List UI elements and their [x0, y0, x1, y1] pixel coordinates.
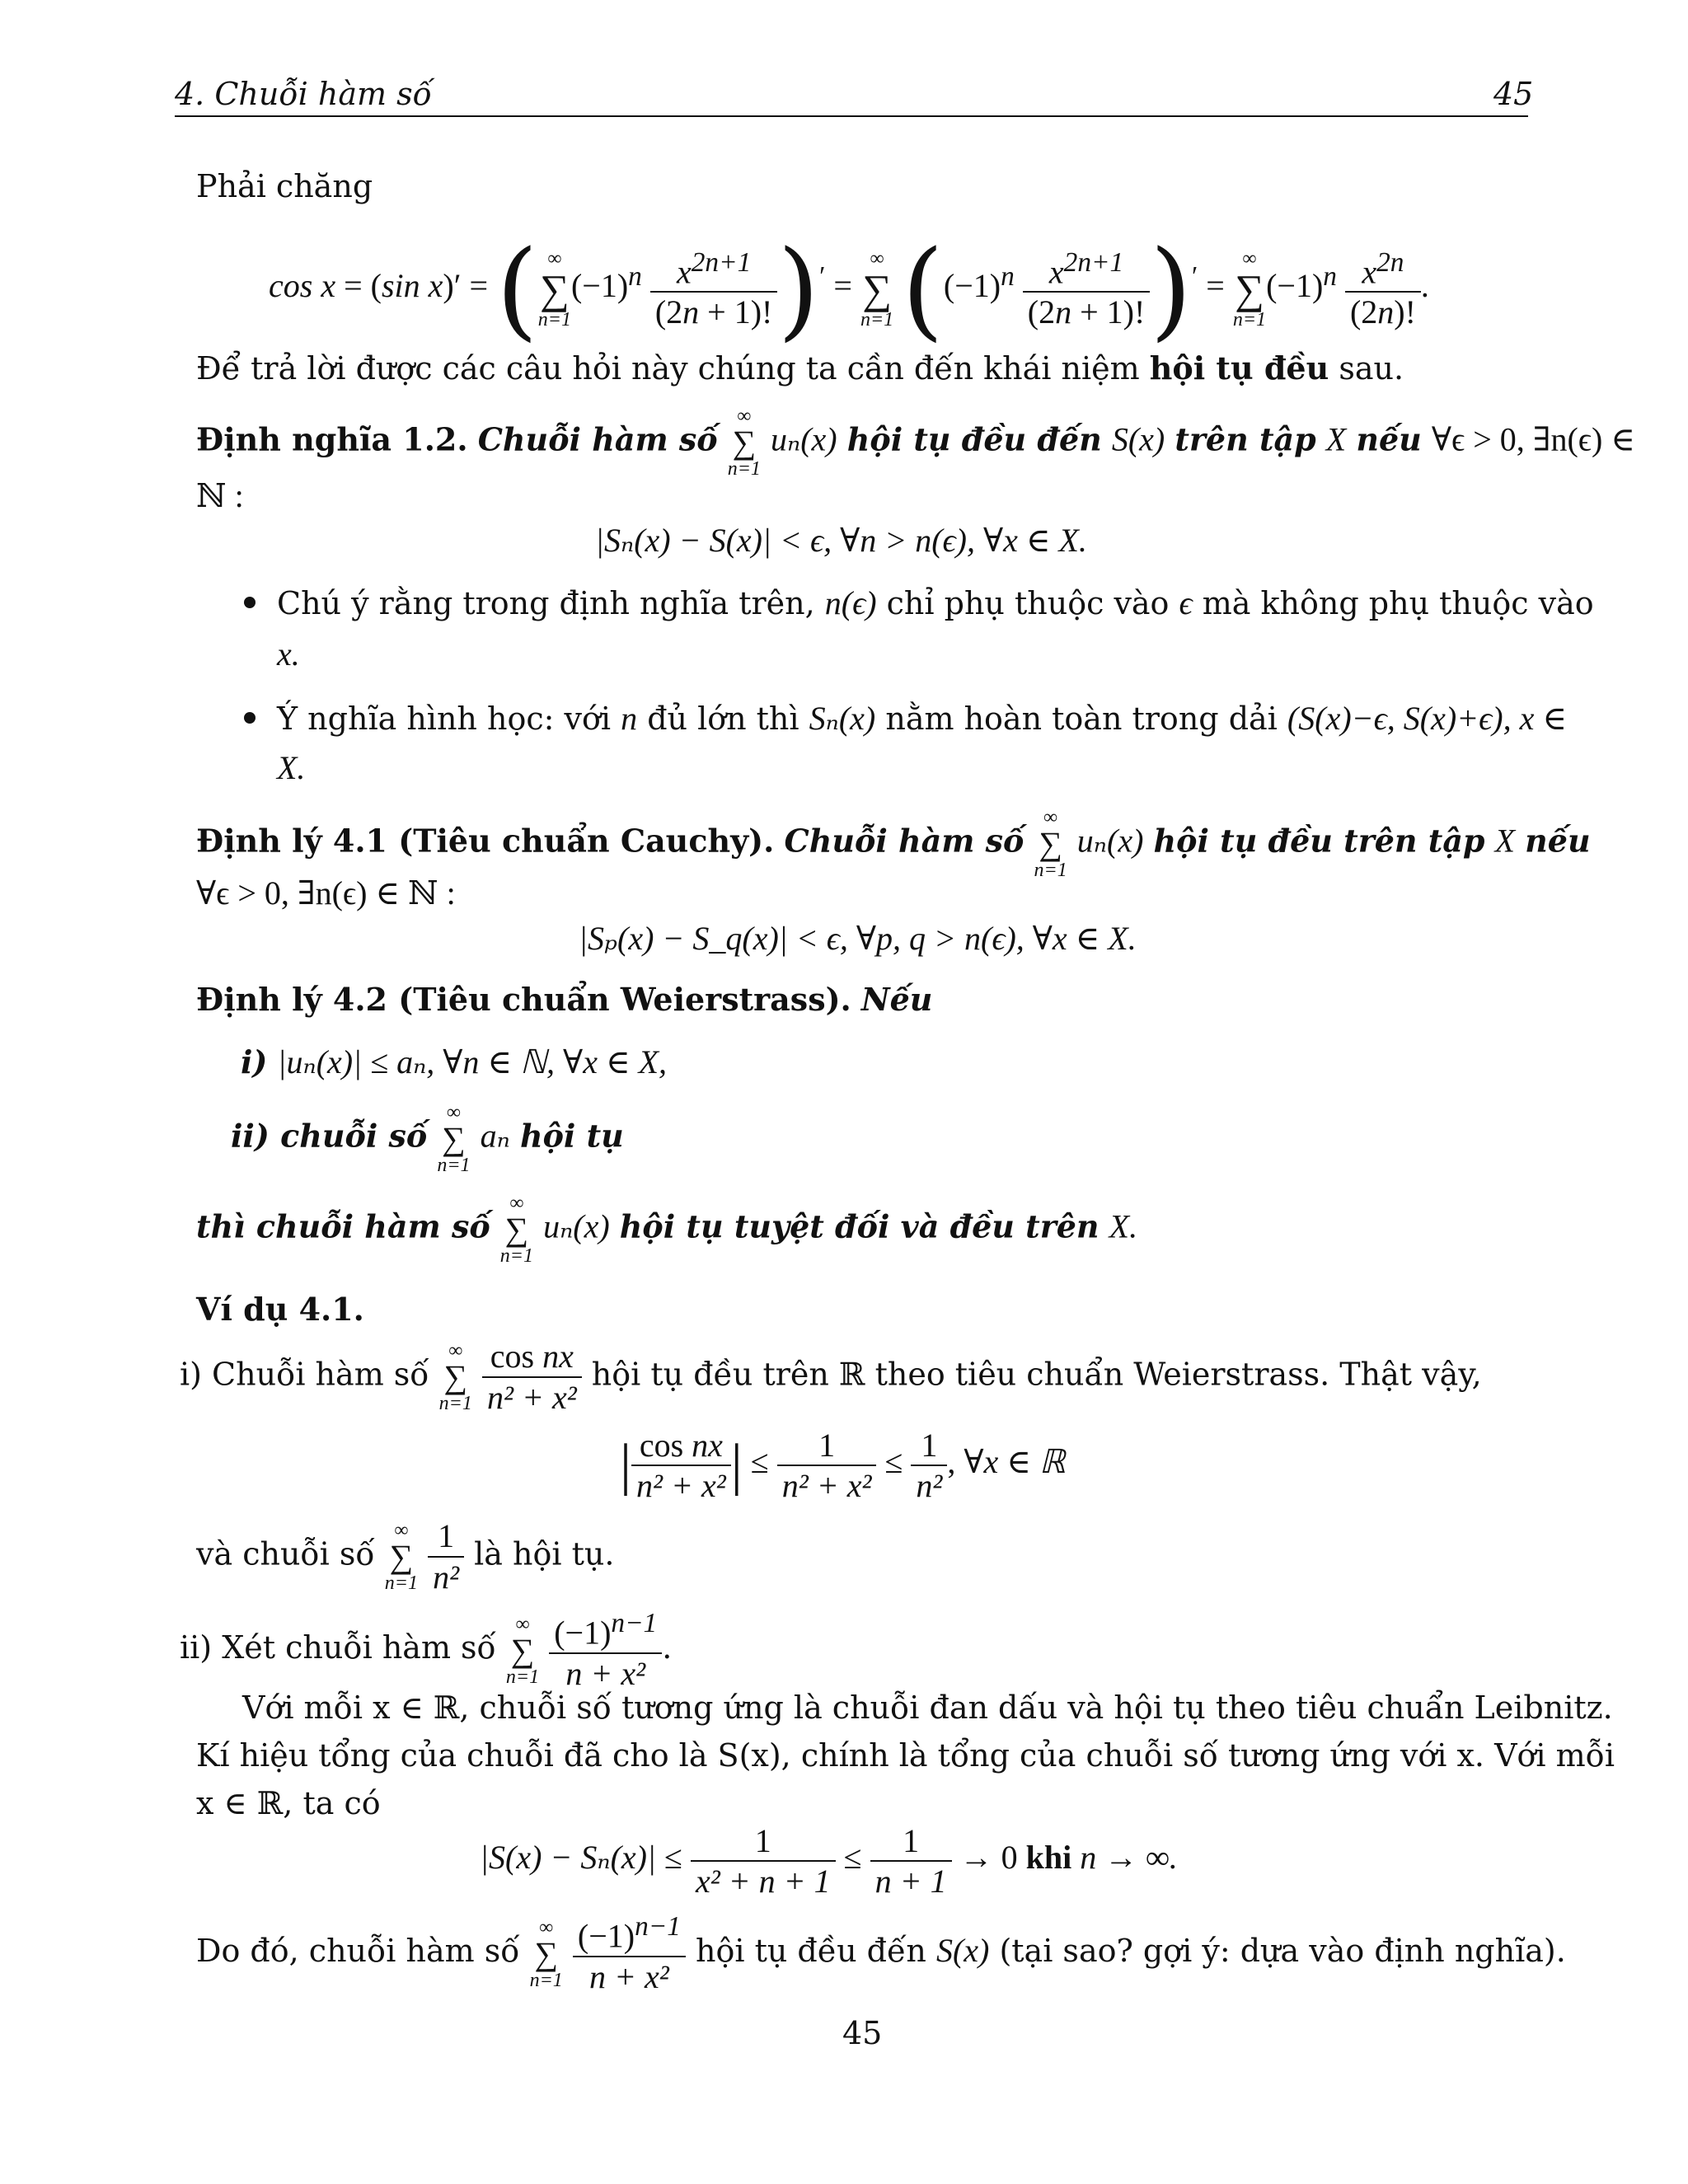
running-header: 4. Chuỗi hàm số — [175, 76, 432, 112]
bullet-1 — [244, 597, 256, 608]
definition-block: Định nghĩa 1.2. Chuỗi hàm số ∞ ∑ n=1 uₙ(x) hội tụ đều đến S(x) trên tập X nếu ∀ϵ > 0, ∃n(ϵ) ∈ — [196, 405, 1635, 480]
intro-lead: Phải chăng — [196, 168, 373, 204]
cos-series-equation: cos x = (sin x)′ = ( ∞ ∑ n=1 $(-1)^n$ $\frac{x^{2n+1}}{(2n + 1)!}$ )′ = ∞ ∑ n=1 ($(-1)^n$ $\frac{x^{2n+1}}{(2n + 1)!}$ )′ = ∞ ∑ n=1 $(-1)^n$ $\frac{x^{2n}}{(2n)!}$ . — [269, 227, 1429, 352]
theorem-42-conclusion: thì chuỗi hàm số ∞ ∑ n=1 uₙ(x) hội tụ tuyệt đối và đều trên X. — [196, 1193, 1138, 1267]
example-i: i) Chuỗi hàm số ∞ ∑ n=1 $\frac{\text{cos nx}}{\text{n² + x²}}$ hội tụ đều trên ℝ theo tiêu chuẩn Weierstrass. Thật vậy, — [180, 1338, 1482, 1416]
note-1: Chú ý rằng trong định nghĩa trên, n(ϵ) chỉ phụ thuộc vào ϵ mà không phụ thuộc vào — [277, 584, 1594, 621]
header-rule — [175, 115, 1528, 117]
example-ii-p3: x ∈ ℝ, ta có — [196, 1785, 381, 1821]
example-label: Ví dụ 4.1. — [196, 1291, 364, 1328]
bullet-2 — [244, 712, 256, 724]
definition-formula: |Sₙ(x) − S(x)| < ϵ, ∀n > n(ϵ), ∀x ∈ X. — [595, 522, 1087, 559]
example-ii-p1: Với mỗi x ∈ ℝ, chuỗi số tương ứng là chuỗi đan dấu và hội tụ theo tiêu chuẩn Leibnitz. — [242, 1690, 1613, 1726]
example-ii: ii) Xét chuỗi hàm số ∞ ∑ n=1 $\frac{(-1)^{n-1}}{\text{n + x²}}$ . — [180, 1608, 673, 1693]
theorem-41-line2: ∀ϵ > 0, ∃n(ϵ) ∈ ℕ : — [196, 874, 456, 912]
note-2-cont: X. — [277, 749, 306, 786]
note-2: Ý nghĩa hình học: với n đủ lớn thì Sₙ(x) nằm hoàn toàn trong dải (S(x)−ϵ, S(x)+ϵ), x ∈ — [277, 700, 1567, 737]
example-ii-p2: Kí hiệu tổng của chuỗi đã cho là S(x), chính là tổng của chuỗi số tương ứng với x. Với mỗi — [196, 1737, 1615, 1774]
example-conclusion: Do đó, chuỗi hàm số ∞ ∑ n=1 $\frac{(-1)^{n-1}}{\text{n + x²}}$ hội tụ đều đến S(x) (tại sao? gợi ý: dựa vào định nghĩa). — [196, 1911, 1566, 1996]
theorem-41-formula: |Sₚ(x) − S_q(x)| < ϵ, ∀p, q > n(ϵ), ∀x ∈ X. — [579, 920, 1137, 957]
theorem-42-ii: ii) chuỗi số ∞ ∑ n=1 aₙ hội tụ — [231, 1102, 624, 1176]
intro-question: Để trả lời được các câu hỏi này chúng ta cần đến khái niệm hội tụ đều sau. — [196, 349, 1404, 387]
theorem-41: Định lý 4.1 (Tiêu chuẩn Cauchy). Chuỗi hàm số ∞ ∑ n=1 uₙ(x) hội tụ đều trên tập X nếu — [196, 807, 1591, 881]
header-page-number: 45 — [1493, 76, 1534, 112]
theorem-42: Định lý 4.2 (Tiêu chuẩn Weierstrass). Nếu — [196, 981, 933, 1018]
example-i-inequality: | $\frac{\text{cos nx}}{\text{n² + x²}}$ | ≤ $\frac{1}{\text{n² + x²}}$ ≤ $\frac{1}{\text{n²}}$ , ∀x ∈ ℝ — [620, 1427, 1066, 1504]
footer-page-number: 45 — [842, 2015, 883, 2051]
theorem-42-i: i) |uₙ(x)| ≤ aₙ, ∀n ∈ ℕ, ∀x ∈ X, — [241, 1043, 667, 1080]
definition-line2: ℕ : — [196, 477, 244, 514]
note-1-cont: x. — [277, 635, 300, 673]
example-ii-estimate: |S(x) − Sₙ(x)| ≤ $\frac{1}{\text{x² + n + 1}}$ ≤ $\frac{1}{n + 1}$ → 0 khi n → ∞. — [480, 1822, 1178, 1900]
example-i-series: và chuỗi số ∞ ∑ n=1 $\frac{1}{\text{n²}}$ là hội tụ. — [196, 1517, 615, 1596]
